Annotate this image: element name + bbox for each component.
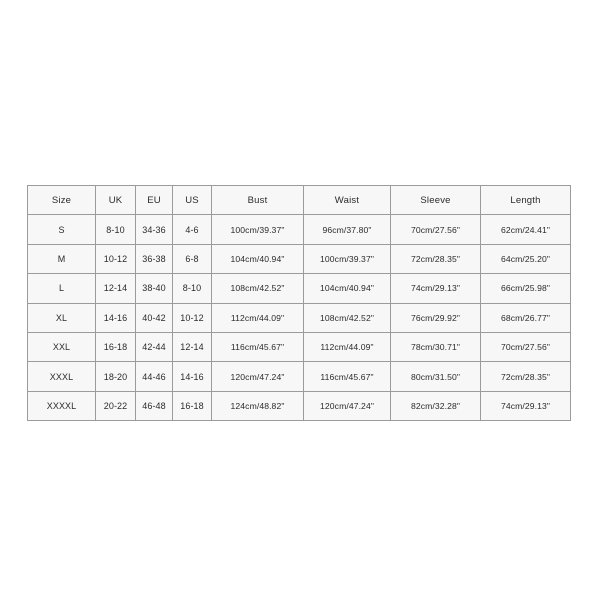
cell-uk: 18-20 <box>96 362 136 391</box>
cell-eu: 46-48 <box>136 391 173 420</box>
cell-uk: 8-10 <box>96 215 136 244</box>
cell-waist: 120cm/47.24" <box>304 391 391 420</box>
cell-eu: 34-36 <box>136 215 173 244</box>
cell-size: XXL <box>28 332 96 361</box>
cell-sleeve: 80cm/31.50" <box>391 362 481 391</box>
column-header-eu: EU <box>136 186 173 215</box>
cell-eu: 36-38 <box>136 244 173 273</box>
table-row <box>28 215 571 244</box>
cell-sleeve: 76cm/29.92" <box>391 303 481 332</box>
table-row <box>28 362 571 391</box>
cell-waist: 100cm/39.37" <box>304 244 391 273</box>
cell-sleeve: 82cm/32.28" <box>391 391 481 420</box>
cell-length: 68cm/26.77" <box>481 303 571 332</box>
cell-waist: 104cm/40.94" <box>304 274 391 303</box>
table-header-row <box>28 186 571 215</box>
cell-us: 4-6 <box>173 215 212 244</box>
cell-bust: 116cm/45.67" <box>212 332 304 361</box>
cell-uk: 12-14 <box>96 274 136 303</box>
cell-uk: 16-18 <box>96 332 136 361</box>
cell-size: XXXXL <box>28 391 96 420</box>
cell-eu: 42-44 <box>136 332 173 361</box>
cell-us: 6-8 <box>173 244 212 273</box>
cell-bust: 112cm/44.09" <box>212 303 304 332</box>
column-header-length: Length <box>481 186 571 215</box>
cell-length: 74cm/29.13" <box>481 391 571 420</box>
cell-uk: 20-22 <box>96 391 136 420</box>
cell-size: S <box>28 215 96 244</box>
cell-length: 72cm/28.35" <box>481 362 571 391</box>
cell-length: 70cm/27.56" <box>481 332 571 361</box>
cell-waist: 112cm/44.09" <box>304 332 391 361</box>
table-body <box>28 215 571 421</box>
column-header-us: US <box>173 186 212 215</box>
column-header-waist: Waist <box>304 186 391 215</box>
cell-us: 8-10 <box>173 274 212 303</box>
table-row <box>28 332 571 361</box>
cell-us: 16-18 <box>173 391 212 420</box>
column-header-sleeve: Sleeve <box>391 186 481 215</box>
cell-bust: 120cm/47.24" <box>212 362 304 391</box>
table-row <box>28 244 571 273</box>
column-header-bust: Bust <box>212 186 304 215</box>
cell-bust: 104cm/40.94" <box>212 244 304 273</box>
cell-us: 14-16 <box>173 362 212 391</box>
cell-size: XL <box>28 303 96 332</box>
cell-uk: 14-16 <box>96 303 136 332</box>
cell-sleeve: 74cm/29.13" <box>391 274 481 303</box>
table-row <box>28 274 571 303</box>
cell-eu: 38-40 <box>136 274 173 303</box>
cell-us: 10-12 <box>173 303 212 332</box>
cell-size: L <box>28 274 96 303</box>
cell-uk: 10-12 <box>96 244 136 273</box>
cell-bust: 124cm/48.82" <box>212 391 304 420</box>
cell-sleeve: 70cm/27.56" <box>391 215 481 244</box>
table-row <box>28 391 571 420</box>
cell-us: 12-14 <box>173 332 212 361</box>
size-chart-table <box>27 185 571 421</box>
cell-eu: 40-42 <box>136 303 173 332</box>
cell-eu: 44-46 <box>136 362 173 391</box>
cell-length: 66cm/25.98" <box>481 274 571 303</box>
table-row <box>28 303 571 332</box>
cell-length: 64cm/25.20" <box>481 244 571 273</box>
cell-length: 62cm/24.41" <box>481 215 571 244</box>
cell-size: M <box>28 244 96 273</box>
cell-size: XXXL <box>28 362 96 391</box>
cell-bust: 108cm/42.52" <box>212 274 304 303</box>
column-header-uk: UK <box>96 186 136 215</box>
cell-waist: 108cm/42.52" <box>304 303 391 332</box>
cell-sleeve: 72cm/28.35" <box>391 244 481 273</box>
cell-sleeve: 78cm/30.71" <box>391 332 481 361</box>
cell-waist: 96cm/37.80" <box>304 215 391 244</box>
cell-bust: 100cm/39.37" <box>212 215 304 244</box>
column-header-size: Size <box>28 186 96 215</box>
cell-waist: 116cm/45.67" <box>304 362 391 391</box>
table-header <box>28 186 571 215</box>
